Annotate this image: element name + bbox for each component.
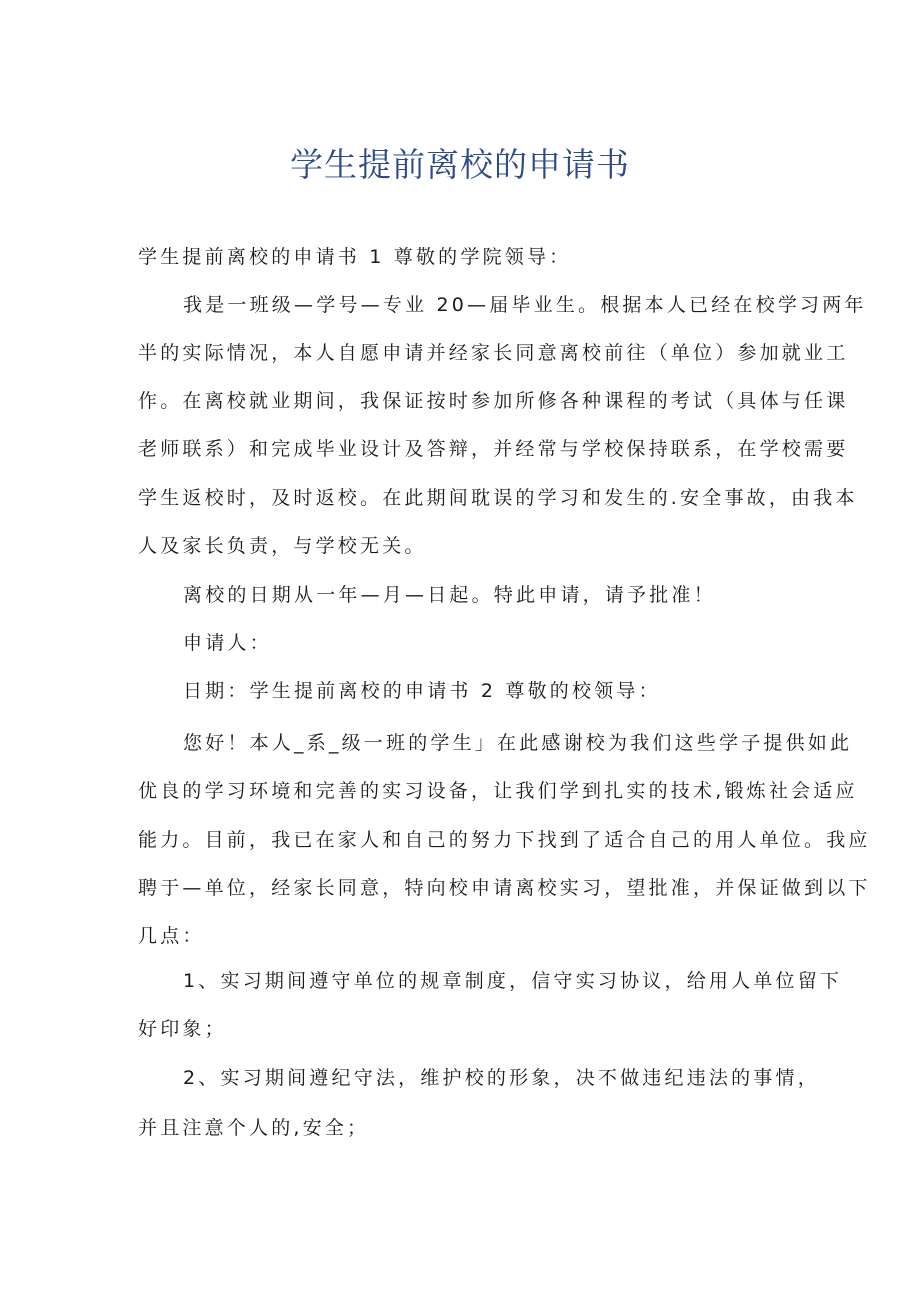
list-item: 2、实习期间遵纪守法，维护校的形象，决不做违纪违法的事情， — [183, 1067, 820, 1089]
text-line: 作。在离校就业期间，我保证按时参加所修各种课程的考试（具体与任课 — [138, 390, 849, 412]
text-line: 您好！本人_系_级一班的学生」在此感谢校为我们这些学子提供如此 — [183, 732, 853, 754]
text-line: 优良的学习环境和完善的实习设备，让我们学到扎实的技术,锻炼社会适应 — [138, 780, 858, 802]
text-line: 学生提前离校的申请书 1 尊敬的学院领导： — [138, 246, 572, 268]
text-line: 能力。目前，我已在家人和自己的努力下找到了适合自己的用人单位。我应 — [138, 829, 871, 851]
text-line: 老师联系）和完成毕业设计及答辩，并经常与学校保持联系，在学校需要 — [138, 438, 849, 460]
text-line: 学生返校时，及时返校。在此期间耽误的学习和发生的.安全事故，由我本 — [138, 487, 858, 509]
applicant-label: 申请人： — [183, 632, 272, 654]
document-title: 学生提前离校的申请书 — [290, 145, 630, 184]
list-item-continued: 好印象； — [138, 1018, 227, 1040]
text-line: 日期：学生提前离校的申请书 2 尊敬的校领导： — [183, 680, 661, 702]
list-item-continued: 并且注意个人的,安全； — [138, 1117, 370, 1139]
text-line: 聘于—单位，经家长同意，特向校申请离校实习，望批准，并保证做到以下 — [138, 877, 871, 899]
text-line: 人及家长负责，与学校无关。 — [138, 535, 427, 557]
list-item: 1、实习期间遵守单位的规章制度，信守实习协议，给用人单位留下 — [183, 970, 843, 992]
text-line: 几点： — [138, 925, 205, 947]
text-line: 我是一班级—学号—专业 20—届毕业生。根据本人已经在校学习两年 — [183, 294, 867, 316]
text-line: 半的实际情况，本人自愿申请并经家长同意离校前往（单位）参加就业工 — [138, 342, 849, 364]
text-line: 离校的日期从一年—月—日起。特此申请，请予批准！ — [183, 584, 716, 606]
